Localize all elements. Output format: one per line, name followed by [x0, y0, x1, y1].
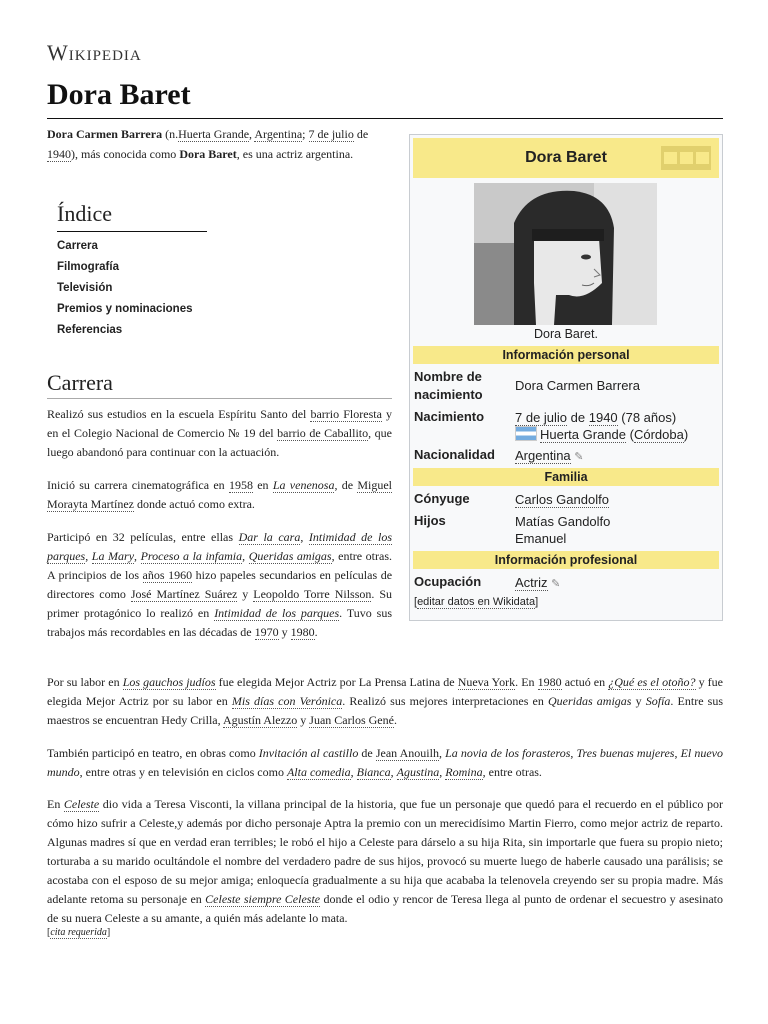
text-segment: ,	[217, 713, 223, 727]
text-segment: La novia de los forasteros	[445, 746, 571, 760]
link-huerta-grande[interactable]: Huerta Grande	[178, 127, 250, 141]
text-segment: ,	[85, 549, 92, 563]
inline-link[interactable]: Intimidad de los parques	[47, 530, 392, 563]
text-segment: . Realizó sus mejores interpretaciones en	[342, 694, 548, 708]
text-segment: y	[297, 713, 310, 727]
paragraph-4	[47, 673, 723, 730]
inline-link[interactable]: Leopoldo Torre Nilsson	[253, 587, 372, 601]
text-segment: y	[278, 625, 291, 639]
text-segment: También participó en teatro, en obras como	[47, 746, 259, 760]
label-children: Hijos	[414, 513, 446, 528]
infobox	[409, 134, 723, 621]
text-segment: Participó en 32 películas, entre ellas	[47, 530, 239, 544]
inline-link[interactable]: Juan Carlos Gené	[309, 713, 394, 727]
inline-link[interactable]: Agustina	[396, 765, 440, 779]
wikipedia-wordmark: Wikipedia	[47, 40, 142, 65]
paragraph-1	[47, 405, 392, 462]
lead-known-as: Dora Baret	[179, 147, 237, 161]
text-segment: hizo papeles secundarios en películas de directores como	[47, 568, 393, 601]
value-spouse	[515, 491, 609, 508]
link-argentina[interactable]: Argentina	[254, 127, 303, 141]
link-birth-year[interactable]: 1940	[47, 147, 71, 161]
lead-text: (n.	[162, 127, 179, 141]
inline-link[interactable]: Miguel Morayta Martínez	[47, 478, 393, 511]
toc-item-filmografia[interactable]: Filmografía	[57, 261, 119, 273]
paragraph-5	[47, 744, 723, 782]
link-cita-requerida[interactable]: cita requerida	[50, 927, 107, 938]
text-segment: En	[47, 797, 64, 811]
lead-text: , es una actriz argentina.	[236, 147, 354, 161]
inline-link[interactable]: Romina	[445, 765, 483, 779]
value-birth: 7 de julio de 1940 (78 años) Huerta Grande (Córdoba)	[515, 410, 689, 442]
text-segment: en	[252, 478, 273, 492]
inline-link[interactable]: La venenosa	[272, 478, 335, 492]
text-segment: ,	[134, 549, 141, 563]
text-segment: Queridas amigas	[548, 694, 632, 708]
inline-link[interactable]: Los gauchos judíos	[122, 675, 216, 689]
text-segment: . Tuvo sus trabajos más recordables en las décadas de	[47, 606, 393, 639]
child-2: Emanuel	[515, 531, 567, 546]
value-nationality	[515, 447, 584, 466]
infobox-title-text: Dora Baret	[525, 149, 607, 166]
label-occupation: Ocupación	[414, 574, 482, 589]
inline-link[interactable]: Jean Anouilh	[375, 746, 439, 760]
text-segment: y	[631, 694, 646, 708]
value-occupation	[515, 574, 560, 593]
text-segment: actuó en	[561, 675, 609, 689]
text-segment: ,	[242, 549, 249, 563]
section-professional: Información profesional	[413, 551, 719, 569]
text-segment: . Entre sus maestros se encuentran	[47, 694, 723, 727]
text-segment: Hedy Crilla	[161, 713, 218, 727]
text-segment: . En	[515, 675, 538, 689]
text-segment: fue elegida Mejor Actriz por La Prensa Latina de	[215, 675, 458, 689]
text-segment: ,	[438, 746, 446, 760]
toc-rule	[57, 231, 207, 232]
link-edit-wikidata[interactable]: editar datos en Wikidata	[417, 596, 536, 608]
inline-link[interactable]: barrio Floresta	[310, 407, 382, 421]
link-occupation[interactable]: Actriz	[515, 575, 548, 590]
text-segment: Invitación al castillo	[258, 746, 359, 760]
link-birth-place[interactable]: Huerta Grande	[540, 427, 626, 442]
label-birth: Nacimiento	[414, 409, 485, 424]
text-segment: ,	[439, 765, 446, 779]
lead-name: Dora Carmen Barrera	[47, 127, 163, 141]
link-nationality[interactable]: Argentina	[515, 448, 571, 463]
text-segment: de	[358, 746, 376, 760]
text-segment: , entre otras. A principios de los	[47, 549, 393, 582]
text-segment: ,	[350, 765, 357, 779]
inline-link[interactable]: 1980	[537, 675, 562, 689]
lead-text: ;	[302, 127, 309, 141]
portrait-caption: Dora Baret.	[534, 327, 598, 341]
inline-link[interactable]: ¿Qué es el otoño?	[608, 675, 696, 689]
inline-link[interactable]: José Martínez Suárez	[130, 587, 238, 601]
link-birth-province[interactable]: Córdoba	[633, 427, 684, 442]
text-segment: ,	[390, 765, 397, 779]
inline-link[interactable]: 1970	[254, 625, 279, 639]
lead-text: ,	[249, 127, 255, 141]
portrait-image	[474, 183, 657, 325]
section-heading-carrera: Carrera	[47, 370, 113, 395]
text-segment: , entre otras.	[482, 765, 542, 779]
toc-item-referencias[interactable]: Referencias	[57, 324, 123, 336]
text-segment: Realizó sus estudios en la escuela Espíritu Santo del	[47, 407, 311, 421]
text-segment: Sofía	[645, 694, 671, 708]
text-segment: . Su primer protagónico lo realizó en	[47, 587, 392, 620]
section-personal: Información personal	[413, 346, 719, 364]
inline-link[interactable]: Alta comedia	[286, 765, 351, 779]
value-children	[515, 513, 610, 547]
citation-needed: [cita requerida]	[47, 927, 111, 938]
child-1: Matías Gandolfo	[515, 514, 611, 529]
toc-item-premios[interactable]: Premios y nominaciones	[57, 303, 193, 315]
text-segment: donde actuó como extra.	[133, 497, 255, 511]
text-segment: Tres buenas mujeres	[576, 746, 675, 760]
inline-link[interactable]: Proceso a la infamia	[140, 549, 243, 563]
text-segment: , entre otras y en televisión en ciclos como	[79, 765, 287, 779]
lead-text: de	[353, 127, 369, 141]
paragraph-6	[47, 795, 723, 928]
edit-wikidata: [editar datos en Wikidata]	[414, 596, 539, 608]
inline-link[interactable]: años 1960	[142, 568, 193, 582]
inline-link[interactable]: La Mary	[91, 549, 135, 563]
toc-heading: Índice	[57, 201, 112, 226]
paragraph-2	[47, 476, 392, 514]
text-segment: dio vida a Teresa Visconti, la villana principal de la historia, que fue un personaje que quedó para el recuerdo en el público por cómo hizo sufrir a Celeste,y además por dicho personaje Aptra la premio con un merecidísimo Martin Fierro, como mejor actriz de reparto. Algunas madres sí que en verdad eran terribles; le robó el hijo a Celeste para dárselo a su hija Rita, sin importarle que fuera su propio nieto; torturaba a su marido ocultándole el nombre del verdadero padre de sus hijos, provocó su muerte luego de haberle causado una parálisis; se acostaba con el esposo de su mejor amiga; enloquecía gradualmente a su hija que acababa la telenovela creyendo ser su propia madre. Más adelante retoma su personaje en	[47, 797, 723, 906]
text-segment: ,	[300, 530, 309, 544]
inline-link[interactable]: Queridas amigas	[248, 549, 332, 563]
pencil-icon[interactable]: ✎	[551, 578, 561, 590]
pencil-icon[interactable]: ✎	[574, 451, 584, 463]
portrait-photo[interactable]	[474, 183, 657, 325]
text-segment: Por su labor en	[47, 675, 123, 689]
link-birth-date-infobox[interactable]: 7 de julio	[515, 410, 568, 425]
text-segment: El nuevo mundo	[47, 746, 724, 779]
inline-link[interactable]: Nueva York	[457, 675, 516, 689]
label-spouse: Cónyuge	[414, 491, 470, 506]
text-segment: ,	[674, 746, 681, 760]
label-birthname: Nombre de nacimiento	[414, 369, 483, 402]
title-rule	[47, 118, 723, 119]
inline-link[interactable]: Celeste	[63, 797, 100, 811]
text-segment: , de	[334, 478, 358, 492]
film-strip-icon	[661, 146, 711, 170]
inline-link[interactable]: Agustín Alezzo	[222, 713, 298, 727]
inline-link[interactable]: 1980	[290, 625, 315, 639]
argentina-flag-icon	[515, 426, 537, 441]
birth-age: (78 años)	[617, 410, 677, 425]
toc-list	[57, 236, 193, 341]
inline-link[interactable]: Bianca	[356, 765, 391, 779]
inline-link[interactable]: barrio de Caballito	[277, 426, 369, 440]
section-family: Familia	[413, 468, 719, 486]
text-segment: Inició su carrera cinematográfica en	[47, 478, 229, 492]
text-segment: .	[314, 625, 318, 639]
text-segment: .	[393, 713, 397, 727]
text-segment: ,	[570, 746, 577, 760]
page-title: Dora Baret	[47, 78, 191, 111]
toc-item-carrera[interactable]: Carrera	[57, 240, 98, 252]
text-segment: , que luego abandonó para continuar con la actuación.	[47, 426, 392, 459]
toc-item-television[interactable]: Televisión	[57, 282, 113, 294]
infobox-title	[413, 138, 719, 178]
inline-link[interactable]: 1958	[228, 478, 253, 492]
section-rule	[47, 398, 392, 399]
lead-paragraph	[47, 124, 392, 164]
text-segment: y	[237, 587, 254, 601]
paragraph-3	[47, 528, 392, 642]
link-birth-year-infobox[interactable]: 1940	[588, 410, 618, 425]
inline-link[interactable]: Dar la cara	[238, 530, 301, 544]
inline-link[interactable]: Celeste siempre Celeste	[205, 892, 321, 906]
label-nationality: Nacionalidad	[414, 447, 495, 462]
text-segment: donde el odio y rencor de Teresa llega al punto de ordenar el secuestro y asesinato de su nuera Celeste a su amante, a quién más adelante lo mata.	[47, 892, 724, 925]
value-birthname: Dora Carmen Barrera	[515, 378, 640, 393]
text-segment: y fue elegida Mejor Actriz por su labor en	[47, 675, 724, 708]
text-segment: y en el Colegio Nacional de Comercio № 19 del	[47, 407, 393, 440]
link-spouse[interactable]: Carlos Gandolfo	[515, 492, 609, 507]
lead-text: ), más conocida como	[71, 147, 180, 161]
link-birth-date[interactable]: 7 de julio	[308, 127, 354, 141]
inline-link[interactable]: Intimidad de los parques	[214, 606, 340, 620]
inline-link[interactable]: Mis días con Verónica	[231, 694, 343, 708]
